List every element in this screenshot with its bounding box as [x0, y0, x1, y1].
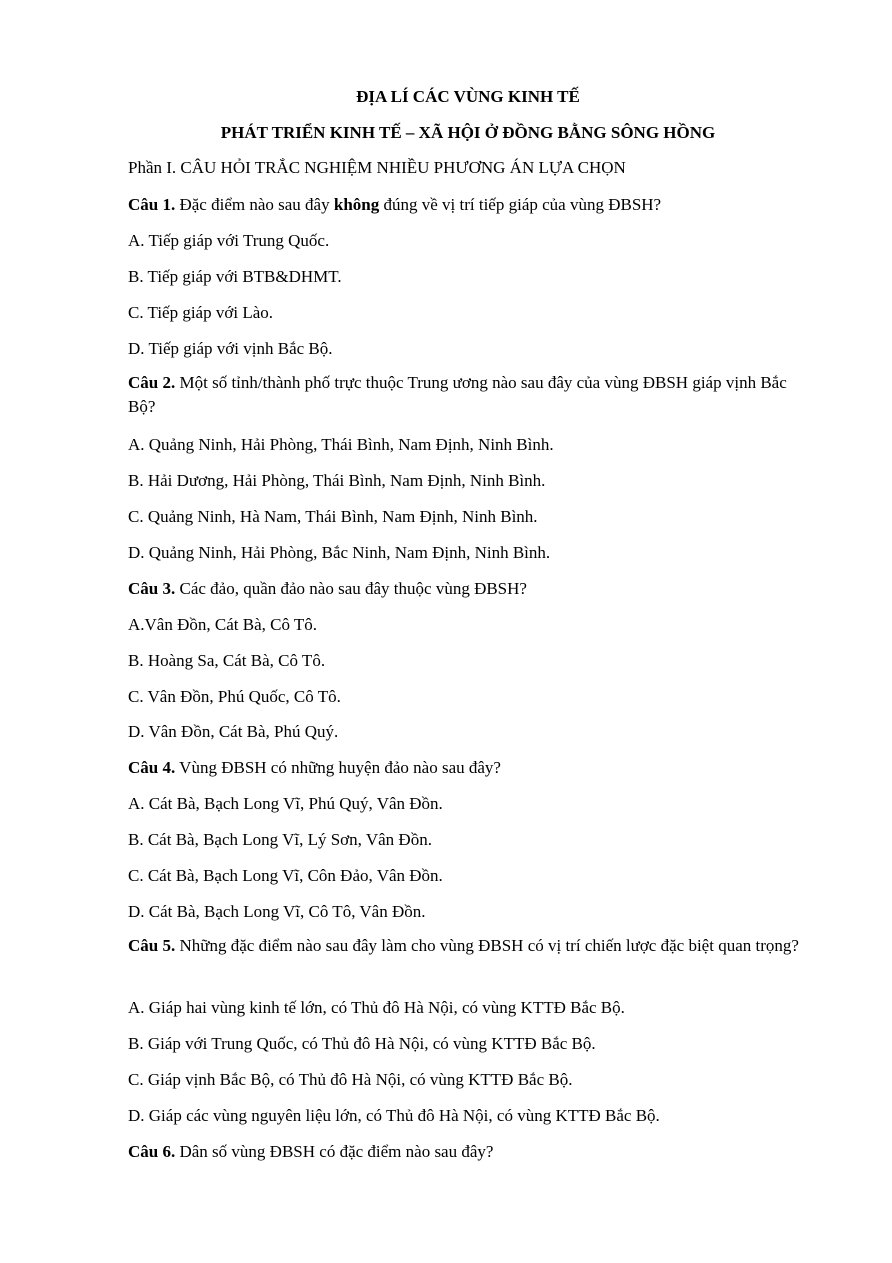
question-4-text: Vùng ĐBSH có những huyện đảo nào sau đây? — [175, 758, 501, 777]
question-1-text: Đặc điểm nào sau đây — [175, 195, 334, 214]
question-6 — [128, 1142, 493, 1162]
question-1-option-d: D. Tiếp giáp với vịnh Bắc Bộ. — [128, 339, 333, 358]
question-4-option-a: A. Cát Bà, Bạch Long Vĩ, Phú Quý, Vân Đồn. — [128, 794, 443, 813]
question-5-option-d: D. Giáp các vùng nguyên liệu lớn, có Thủ đô Hà Nội, có vùng KTTĐ Bắc Bộ. — [128, 1106, 660, 1125]
question-3 — [128, 579, 527, 599]
question-2-option-c: C. Quảng Ninh, Hà Nam, Thái Bình, Nam Định, Ninh Bình. — [128, 507, 538, 526]
question-2-option-b: B. Hải Dương, Hải Phòng, Thái Bình, Nam Định, Ninh Bình. — [128, 471, 546, 490]
question-4-option-d: D. Cát Bà, Bạch Long Vĩ, Cô Tô, Vân Đồn. — [128, 902, 426, 921]
question-3-option-b: B. Hoàng Sa, Cát Bà, Cô Tô. — [128, 651, 326, 670]
question-5-text: Những đặc điểm nào sau đây làm cho vùng ĐBSH có vị trí chiến lược đặc biệt quan trọng? — [175, 936, 799, 955]
question-5 — [128, 934, 808, 958]
question-3-text: Các đảo, quần đảo nào sau đây thuộc vùng ĐBSH? — [175, 579, 527, 598]
question-5-option-a: A. Giáp hai vùng kinh tế lớn, có Thủ đô Hà Nội, có vùng KTTĐ Bắc Bộ. — [128, 998, 625, 1017]
document-subtitle: PHÁT TRIỂN KINH TẾ – XÃ HỘI Ở ĐỒNG BẰNG SÔNG HỒNG — [220, 123, 716, 142]
question-1-option-c: C. Tiếp giáp với Lào. — [128, 303, 273, 322]
question-5-option-c: C. Giáp vịnh Bắc Bộ, có Thủ đô Hà Nội, có vùng KTTĐ Bắc Bộ. — [128, 1070, 573, 1089]
question-4-option-c: C. Cát Bà, Bạch Long Vĩ, Côn Đảo, Vân Đồn. — [128, 866, 443, 885]
question-1-option-b: B. Tiếp giáp với BTB&DHMT. — [128, 267, 342, 286]
question-3-label: Câu 3. — [128, 579, 176, 598]
question-3-option-c: C. Vân Đồn, Phú Quốc, Cô Tô. — [128, 687, 341, 706]
question-1 — [128, 195, 661, 215]
question-4 — [128, 758, 501, 778]
question-3-option-d: D. Vân Đồn, Cát Bà, Phú Quý. — [128, 722, 339, 741]
question-5-option-b: B. Giáp với Trung Quốc, có Thủ đô Hà Nội, có vùng KTTĐ Bắc Bộ. — [128, 1034, 596, 1053]
question-6-text: Dân số vùng ĐBSH có đặc điểm nào sau đây? — [175, 1142, 494, 1161]
question-1-emphasis: không — [333, 195, 380, 214]
question-1-text-end: đúng về vị trí tiếp giáp của vùng ĐBSH? — [379, 195, 662, 214]
question-6-label: Câu 6. — [128, 1142, 176, 1161]
question-2-text: Một số tỉnh/thành phố trực thuộc Trung ương nào sau đây của vùng ĐBSH giáp vịnh Bắc Bộ? — [128, 373, 796, 416]
question-2 — [128, 371, 808, 419]
question-4-option-b: B. Cát Bà, Bạch Long Vĩ, Lý Sơn, Vân Đồn. — [128, 830, 432, 849]
part-heading: Phần I. CÂU HỎI TRẮC NGHIỆM NHIỀU PHƯƠNG ÁN LỰA CHỌN — [128, 158, 626, 177]
question-5-label: Câu 5. — [128, 936, 176, 955]
question-1-label: Câu 1. — [128, 195, 176, 214]
question-4-label: Câu 4. — [128, 758, 176, 777]
question-2-option-d: D. Quảng Ninh, Hải Phòng, Bắc Ninh, Nam Định, Ninh Bình. — [128, 543, 551, 562]
question-3-option-a: A.Vân Đồn, Cát Bà, Cô Tô. — [128, 615, 318, 634]
question-2-label: Câu 2. — [128, 373, 176, 392]
question-1-option-a: A. Tiếp giáp với Trung Quốc. — [128, 231, 330, 250]
question-2-option-a: A. Quảng Ninh, Hải Phòng, Thái Bình, Nam Định, Ninh Bình. — [128, 435, 554, 454]
document-title: ĐỊA LÍ CÁC VÙNG KINH TẾ — [356, 87, 580, 106]
